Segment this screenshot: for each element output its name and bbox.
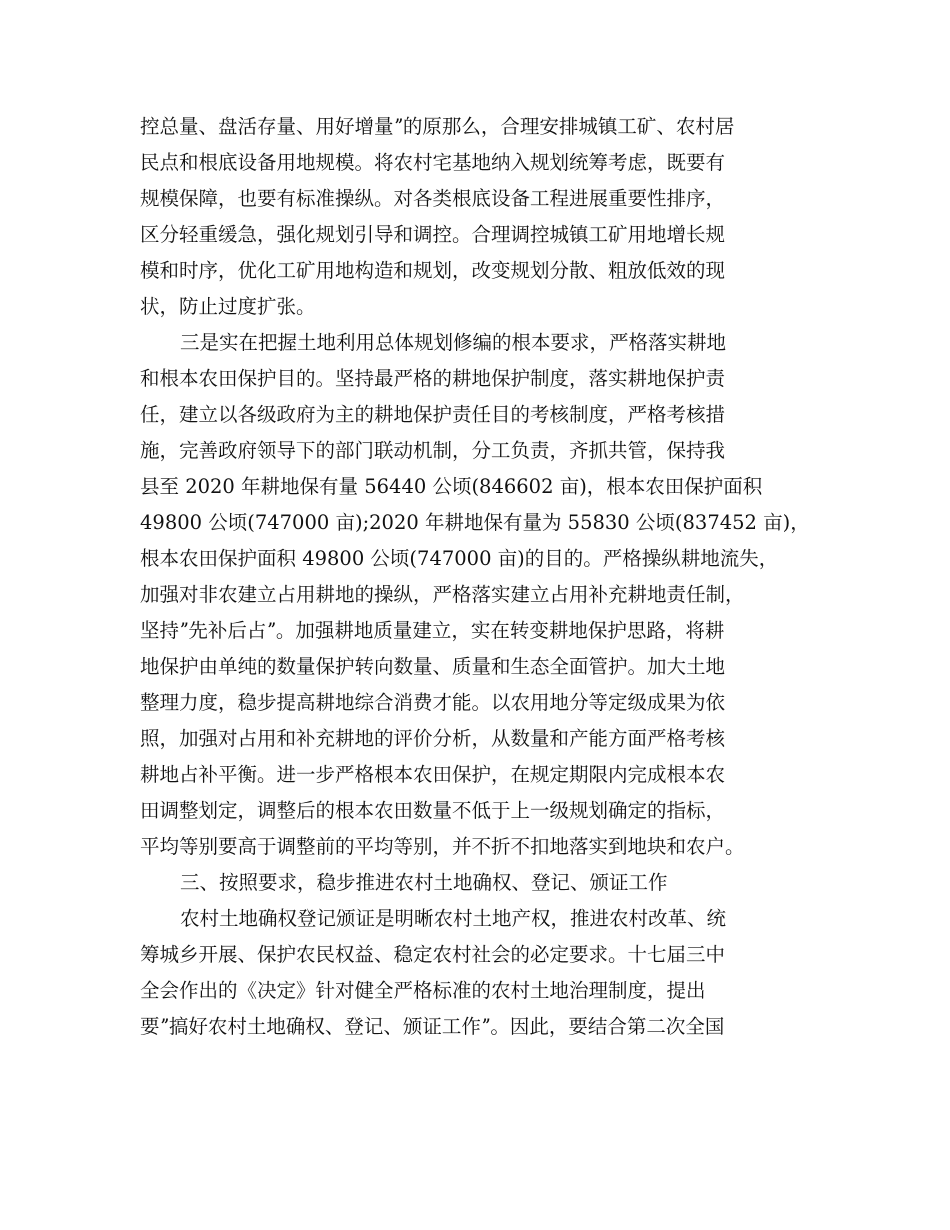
text-line: 规模保障，也要有标准操纵。对各类根底设备工程进展重要性排序， bbox=[140, 187, 726, 210]
text-line: 控总量、盘活存量、用好增量ˮ的原那么，合理安排城镇工矿、农村居 bbox=[140, 115, 735, 138]
text-line: 地保护由单纯的数量保护转向数量、质量和生态全面管护。加大土地 bbox=[140, 655, 726, 678]
text-line: 整理力度，稳步提高耕地综合消费才能。以农用地分等定级成果为依 bbox=[140, 691, 726, 714]
text-line: 县至 2020 年耕地保有量 56440 公顷(846602 亩)，根本农田保护面积 bbox=[140, 475, 763, 498]
text-line: 田调整划定，调整后的根本农田数量不低于上一级规划确定的指标， bbox=[140, 799, 726, 822]
text-line: 全会作出的《决定》针对健全严格标准的农村土地治理制度，提出 bbox=[140, 979, 706, 1002]
text-line: 要ˮ搞好农村土地确权、登记、颁证工作ˮ。因此，要结合第二次全国 bbox=[140, 1015, 725, 1038]
text-line: 平均等别要高于调整前的平均等别，并不折不扣地落实到地块和农户。 bbox=[140, 835, 745, 858]
text-line: 三是实在把握土地利用总体规划修编的根本要求，严格落实耕地 bbox=[180, 331, 727, 354]
text-line: 施，完善政府领导下的部门联动机制，分工负责，齐抓共管，保持我 bbox=[140, 439, 726, 462]
text-line: 坚持ˮ先补后占ˮ。加强耕地质量建立，实在转变耕地保护思路，将耕 bbox=[140, 619, 725, 642]
text-line: 模和时序，优化工矿用地构造和规划，改变规划分散、粗放低效的现 bbox=[140, 259, 726, 282]
text-line: 照，加强对占用和补充耕地的评价分析，从数量和产能方面严格考核 bbox=[140, 727, 726, 750]
text-line: 区分轻重缓急，强化规划引导和调控。合理调控城镇工矿用地增长规 bbox=[140, 223, 726, 246]
section-heading: 三、按照要求，稳步推进农村土地确权、登记、颁证工作 bbox=[180, 871, 668, 894]
text-line: 加强对非农建立占用耕地的操纵，严格落实建立占用补充耕地责任制， bbox=[140, 583, 745, 606]
text-line: 任，建立以各级政府为主的耕地保护责任目的考核制度，严格考核措 bbox=[140, 403, 726, 426]
text-line: 49800 公顷(747000 亩);2020 年耕地保有量为 55830 公顷(837452 亩)， bbox=[140, 511, 810, 534]
text-line: 和根本农田保护目的。坚持最严格的耕地保护制度，落实耕地保护责 bbox=[140, 367, 726, 390]
text-line: 民点和根底设备用地规模。将农村宅基地纳入规划统筹考虑，既要有 bbox=[140, 151, 726, 174]
text-line: 状，防止过度扩张。 bbox=[140, 295, 316, 318]
text-line: 耕地占补平衡。进一步严格根本农田保护，在规定期限内完成根本农 bbox=[140, 763, 726, 786]
text-line: 筹城乡开展、保护农民权益、稳定农村社会的必定要求。十七届三中 bbox=[140, 943, 726, 966]
text-line: 根本农田保护面积 49800 公顷(747000 亩)的目的。严格操纵耕地流失， bbox=[140, 547, 779, 570]
text-line: 农村土地确权登记颁证是明晰农村土地产权，推进农村改革、统 bbox=[180, 907, 727, 930]
